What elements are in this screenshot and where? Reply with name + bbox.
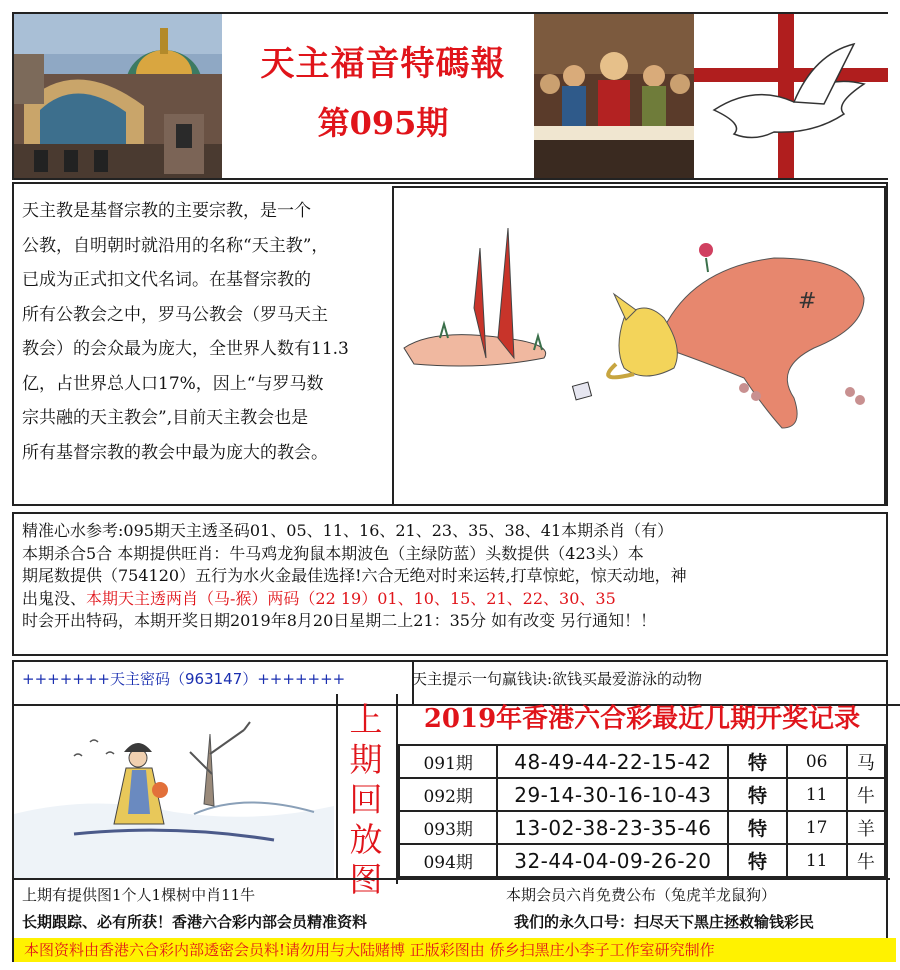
intro-line: 亿，占世界总人口17%，因上“与罗马数 (22, 373, 324, 394)
records-title: 2019年香港六合彩最近几期开奖记录 (398, 694, 886, 746)
zodiac-cell: 马 (847, 745, 885, 778)
table-row (399, 745, 885, 778)
vertical-char: 图 (349, 860, 383, 899)
vertical-char: 回 (349, 780, 383, 819)
intro-section (12, 182, 888, 506)
te-cell: 特 (728, 811, 786, 844)
message-line: 精准心水参考:095期天主透圣码01、05、11、16、21、23、35、38、41本期杀肖（有） (22, 521, 674, 540)
header-banner (12, 12, 888, 180)
table-row (399, 844, 885, 877)
vertical-char: 放 (349, 820, 383, 859)
table-row (399, 778, 885, 811)
records-section (12, 660, 888, 962)
footer-last-issue: 上期有提供图1个人1棵树中肖11牛 (22, 886, 256, 904)
numbers-cell: 48-49-44-22-15-42 (497, 745, 728, 778)
secret-code-line: +++++++天主密码（963147）+++++++ (14, 662, 414, 706)
intro-line: 天主教是基督宗教的主要宗教，是一个 (22, 201, 311, 221)
intro-line: 公教，自明朝时就沿用的名称“天主教”， (22, 235, 329, 256)
footer-member-zodiac: 本期会员六肖免费公布（兔虎羊龙鼠狗） (506, 886, 777, 904)
table-row (399, 811, 885, 844)
last-issue-illustration (14, 694, 338, 878)
te-cell: 特 (728, 844, 786, 877)
tip-line: 天主提示一句赢钱诀:欲钱买最爱游泳的动物 (398, 662, 900, 706)
zodiac-cell: 牛 (847, 844, 885, 877)
footer-motto: 我们的永久口号：扫尽天下黑庄拯救输钱彩民 (514, 913, 815, 931)
intro-line: 教会）的会众最为庞大，全世界人数有11.3 (22, 339, 349, 359)
intro-line: 已成为正式扣文代名词。在基督宗教的 (22, 270, 311, 290)
issue-number: 第095期 (317, 104, 449, 142)
numbers-cell: 13-02-38-23-35-46 (497, 811, 728, 844)
message-line: 期尾数提供（754120）五行为水火金最佳选择!六合无绝对时来运转,打草惊蛇，惊天动地，神 (22, 566, 687, 585)
message-line: 本期杀合5合 本期提供旺肖：牛马鸡龙狗鼠本期波色（主绿防蓝）头数提供（423头）本 (22, 543, 644, 563)
period-cell: 092期 (399, 778, 497, 811)
riddle-illustration (392, 186, 886, 506)
vertical-char: 期 (349, 740, 383, 779)
intro-line: 所有公教会之中，罗马公教会（罗马天主 (22, 304, 328, 325)
footer-highlight: 本图资料由香港六合彩内部透密会员料!请勿用与大陆赌博 正版彩图由 侨乡扫黑庄小李子工作室研究制作 (14, 938, 896, 962)
message-text: 出鬼没、 (22, 588, 87, 608)
intro-line: 宗共融的天主教会”,目前天主教会也是 (22, 408, 309, 428)
zodiac-cell: 羊 (847, 811, 885, 844)
special-cell: 11 (787, 778, 847, 811)
te-cell: 特 (728, 778, 786, 811)
zodiac-cell: 牛 (847, 778, 885, 811)
special-cell: 17 (787, 811, 847, 844)
period-cell: 093期 (399, 811, 497, 844)
page-title: 天主福音特碼報 (260, 44, 506, 84)
intro-line: 所有基督宗教的教会中最为庞大的教会。 (22, 442, 328, 463)
last-supper-painting (534, 14, 694, 178)
intro-text (22, 194, 386, 470)
message-section (12, 512, 888, 656)
rock-mark-label: # (798, 289, 817, 314)
records-table (398, 744, 886, 878)
numbers-cell: 29-14-30-16-10-43 (497, 778, 728, 811)
period-cell: 091期 (399, 745, 497, 778)
period-cell: 094期 (399, 844, 497, 877)
numbers-cell: 32-44-04-09-26-20 (497, 844, 728, 877)
message-line (22, 588, 882, 611)
footer-slogan: 长期跟踪、必有所获！香港六合彩内部会员精准资料 (22, 913, 368, 931)
cross-dove-icon (694, 14, 888, 178)
te-cell: 特 (728, 745, 786, 778)
special-cell: 11 (787, 844, 847, 877)
church-photo (14, 14, 222, 178)
last-issue-vertical-label (336, 694, 398, 899)
special-cell: 06 (787, 745, 847, 778)
vertical-char: 上 (349, 700, 383, 739)
highlight-prediction: 本期天主透两肖（马-猴）两码（22 19）01、10、15、21、22、30、35 (86, 588, 616, 608)
message-line: 时会开出特码，本期开奖日期2019年8月20日星期二上21：35分 如有改变 另行通知！！ (22, 611, 657, 630)
footer (14, 878, 890, 966)
